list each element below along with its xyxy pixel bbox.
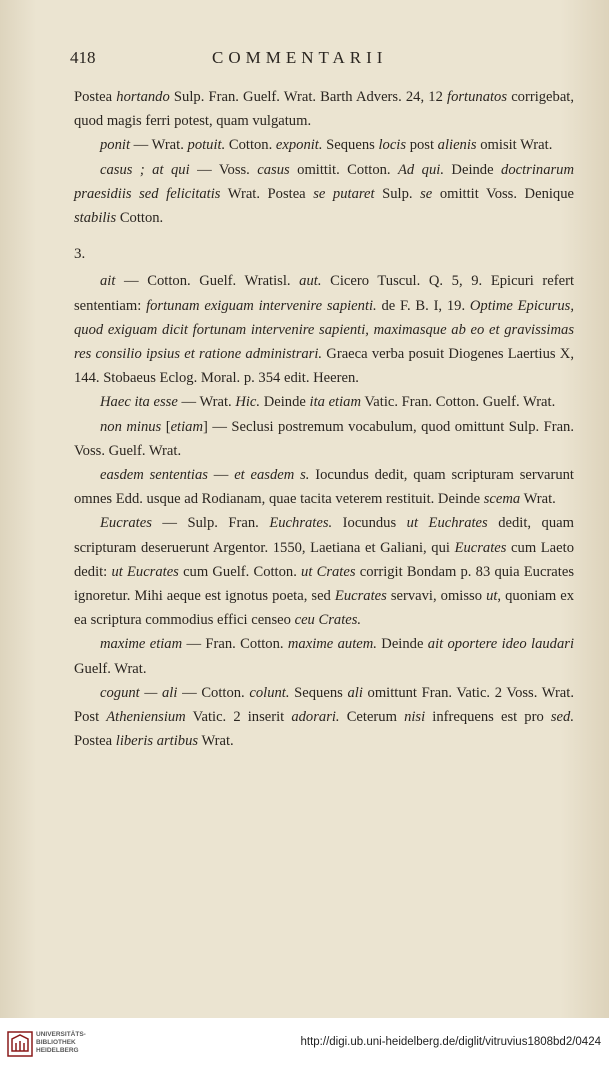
source-url-link[interactable]: http://digi.ub.uni-heidelberg.de/diglit/vitruvius1808bd2/0424 (300, 1036, 601, 1048)
paragraph: cogunt — ali — Cotton. colunt. Sequens ali omittunt Fran. Vatic. 2 Voss. Wrat. Post Atheniensium Vatic. 2 inserit adorari. Ceterum nisi infrequens est pro sed. Postea liberis artibus Wrat. (74, 684, 574, 750)
page-number: 418 (70, 48, 96, 67)
paragraph: easdem sententias — et easdem s. Iocundus dedit, quam scripturam servarunt omnes Edd. usque ad Rodianam, quae tacita veterem restituit. Deinde scema Wrat. (74, 467, 574, 508)
paragraph: ait — Cotton. Guelf. Wratisl. aut. Cicero Tuscul. Q. 5, 9. Epicuri refert sententiam: fortunam exiguam intervenire sapienti. de F. B. I, 19. Optime Epicurus, quod exiguam dicit fortunam intervenire sapienti, maximasque ab eo et gravissimas res consilio ipsius et ratione administrari. Graeca verba posuit Diogenes Laertius X, 144. Stobaeus Eclog. Moral. p. 354 edit. Heeren. (74, 273, 574, 387)
paragraph: non minus [etiam] — Seclusi postremum vocabulum, quod omittunt Sulp. Fran. Voss. Guelf. Wrat. (74, 418, 575, 459)
paragraph: maxime etiam — Fran. Cotton. maxime autem. Deinde ait oportere ideo laudari Guelf. Wrat. (74, 636, 575, 677)
section-number: 3. (74, 246, 86, 263)
paragraph: casus ; at qui — Voss. casus omittit. Cotton. Ad qui. Deinde doctrinarum praesidiis sed felicitatis Wrat. Postea se putaret Sulp. se omittit Voss. Denique stabilis Cotton. (74, 161, 575, 227)
library-logo-icon (7, 1031, 33, 1057)
paragraph: ponit — Wrat. potuit. Cotton. exponit. Sequens locis post alienis omisit Wrat. (100, 137, 553, 154)
commentary-text (74, 85, 574, 753)
running-title: COMMENTARII (212, 48, 388, 67)
paragraph: Haec ita esse — Wrat. Hic. Deinde ita etiam Vatic. Fran. Cotton. Guelf. Wrat. (100, 394, 556, 411)
paragraph: Eucrates — Sulp. Fran. Euchrates. Iocundus ut Euchrates dedit, quam scripturam deseruerunt Argentor. 1550, Laetiana et Galiani, qui Eucrates cum Laeto dedit: ut Eucrates cum Guelf. Cotton. ut Crates corrigit Bondam p. 83 quia Eucrates ignoretur. Mihi aeque est ignotus poeta, sed Eucrates servavi, omisso ut, quoniam ex ea scriptura commodius effici censeo ceu Crates. (74, 515, 574, 629)
library-footer (0, 1018, 609, 1072)
paragraph: Postea hortando Sulp. Fran. Guelf. Wrat. Barth Advers. 24, 12 fortunatos corrigebat, quod magis ferri potest, quam vulgatum. (74, 89, 574, 130)
institution-name: UNIVERSITÄTS- BIBLIOTHEK HEIDELBERG (36, 1031, 86, 1054)
